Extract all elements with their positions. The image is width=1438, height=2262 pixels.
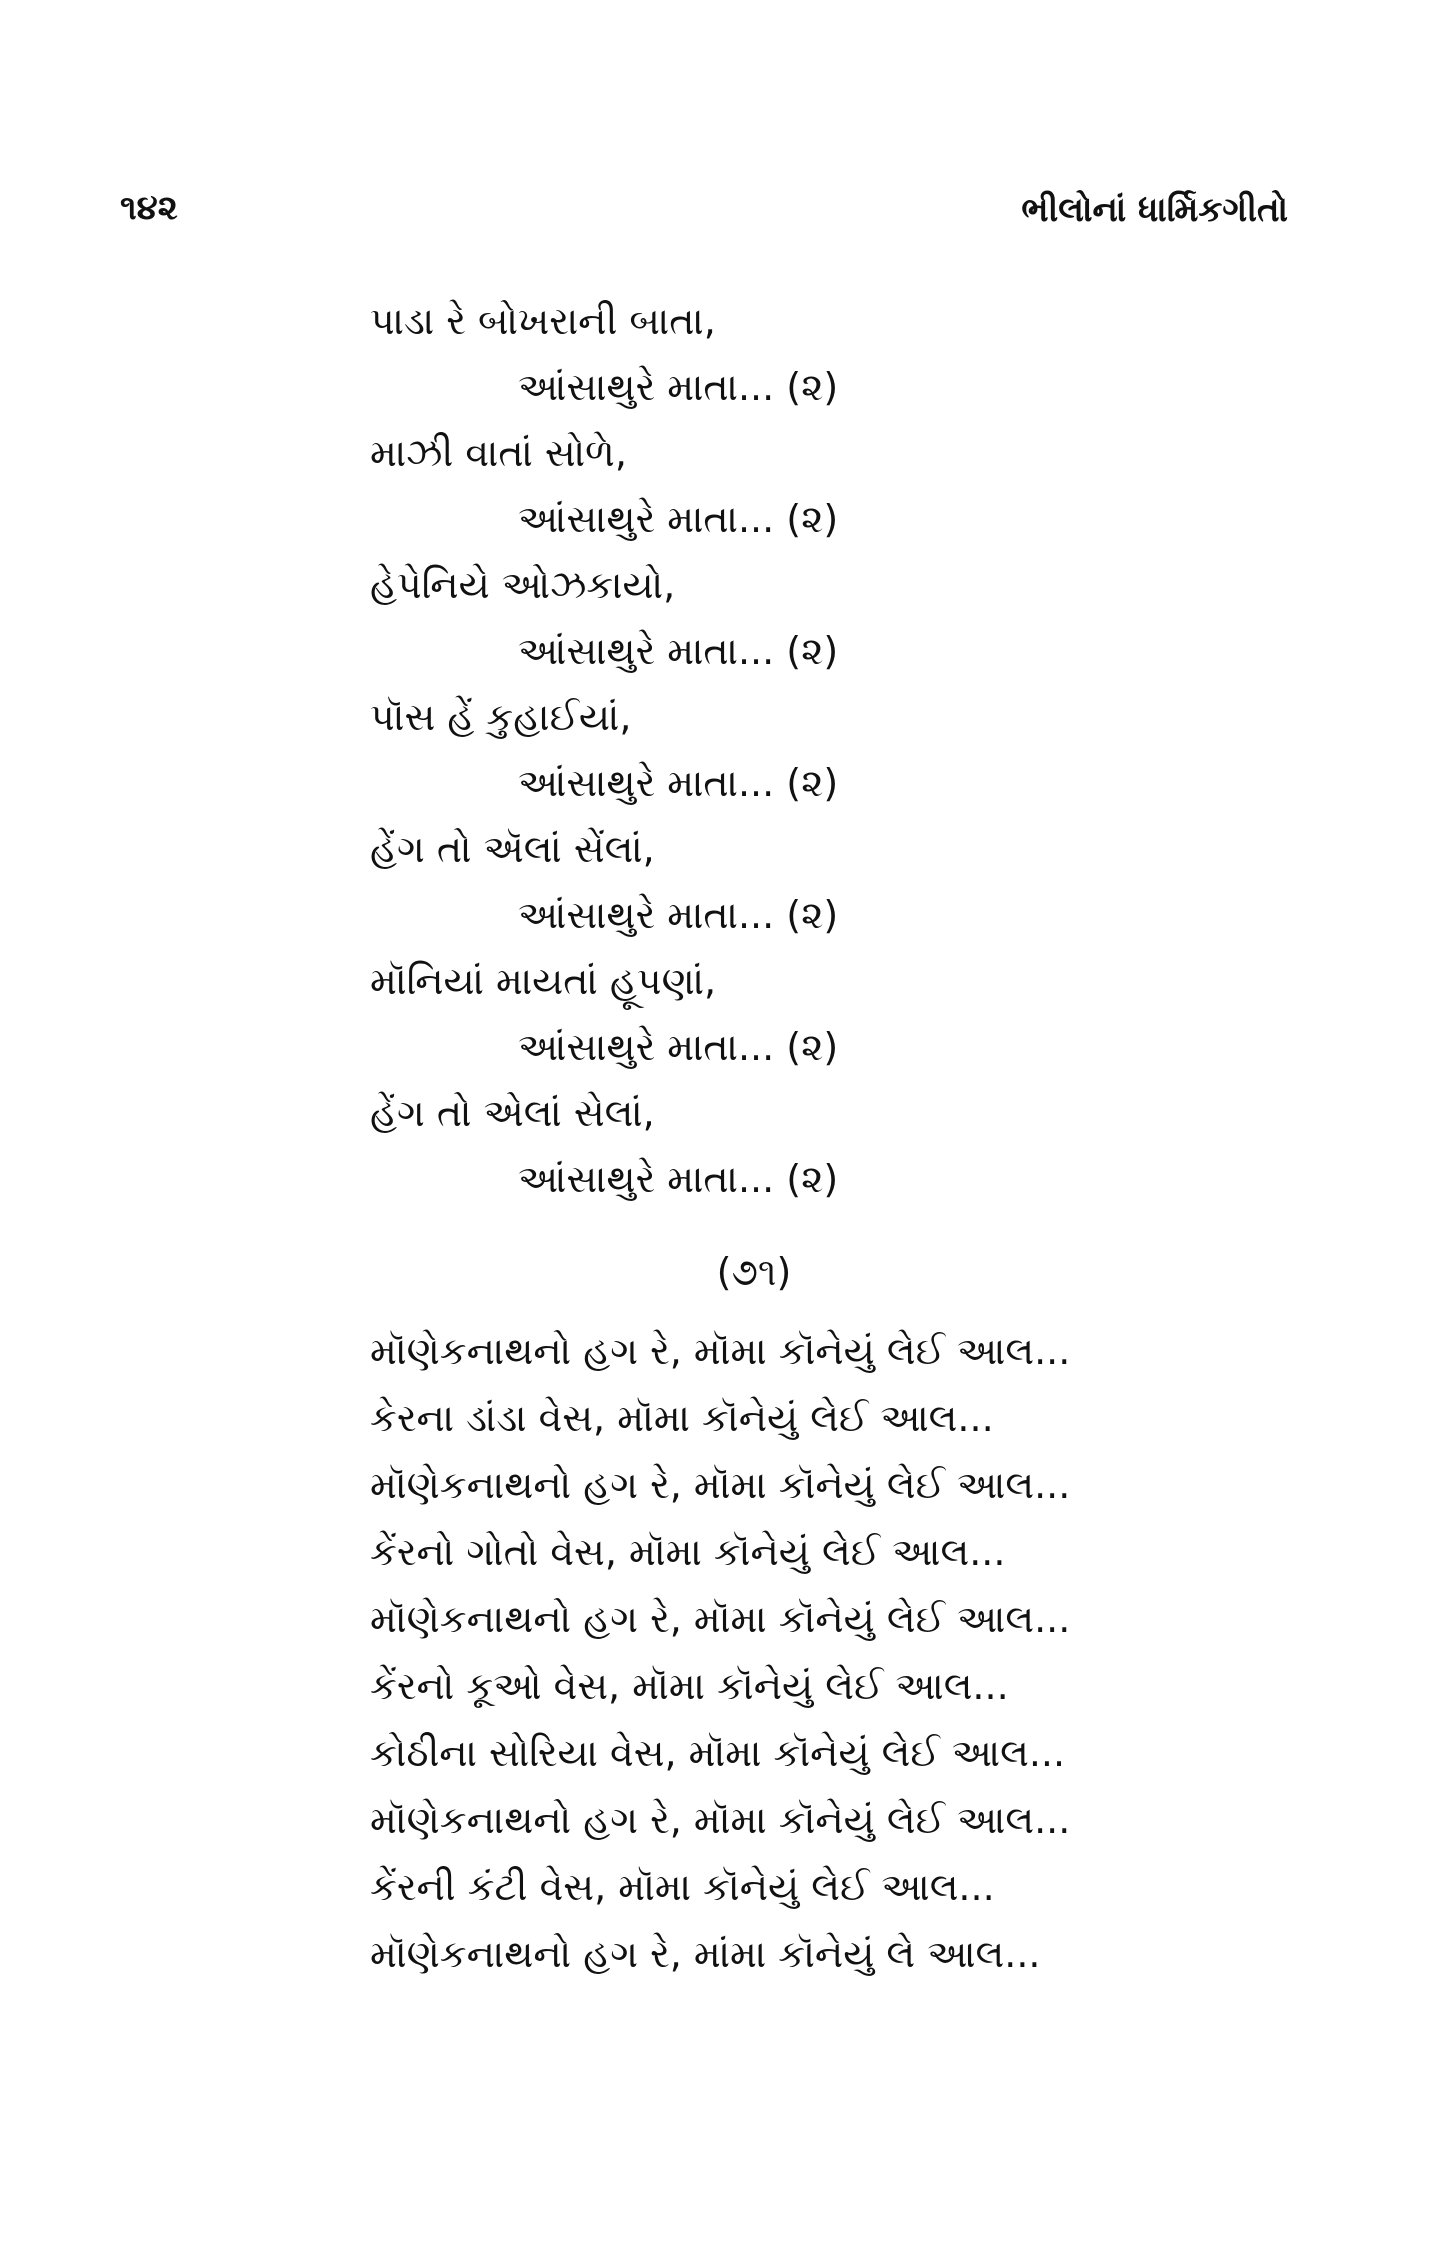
song-line: મૉણેકનાથનો હગ રે, માંમા કૉનેયું લે આલ... [370, 1932, 1041, 1976]
verse-line: હેંગ તો એલાં સેલાં, [370, 1091, 655, 1135]
section-number: (૭૧) [716, 1250, 792, 1294]
verse-refrain: આંસાથુરે માતા... (૨) [518, 497, 839, 541]
verse-line: મૉનિયાં માયતાં હૂપણાં, [370, 959, 717, 1003]
song-line: કેંરની કંટી વેસ, મૉમા કૉનેયું લેઈ આલ... [370, 1865, 995, 1909]
verse-refrain: આંસાથુરે માતા... (૨) [518, 1025, 839, 1069]
song-line: કેંરનો કૂઓ વેસ, મૉમા કૉનેયું લેઈ આલ... [370, 1664, 1009, 1708]
running-head: ભીલોનાં ધાર્મિકગીતો [1021, 190, 1288, 230]
song-line: કોઠીના સોરિયા વેસ, મૉમા કૉનેયું લેઈ આલ... [370, 1731, 1066, 1775]
verse-line: પૉસ હેં કુહાઈયાં, [370, 695, 632, 739]
verse-refrain: આંસાથુરે માતા... (૨) [518, 365, 839, 409]
song-line: મૉણેકનાથનો હગ રે, મૉમા કૉનેયું લેઈ આલ... [370, 1597, 1071, 1641]
verse-refrain: આંસાથુરે માતા... (૨) [518, 761, 839, 805]
song-line: મૉણેકનાથનો હગ રે, મૉમા કૉનેયું લેઈ આલ... [370, 1329, 1071, 1373]
verse-refrain: આંસાથુરે માતા... (૨) [518, 629, 839, 673]
song-line: કેંરનો ગોતો વેસ, મૉમા કૉનેયું લેઈ આલ... [370, 1530, 1006, 1574]
verse-line: હેંગ તો ઍલાં સેંલાં, [370, 827, 655, 871]
song-line: મૉણેકનાથનો હગ રે, મૉમા કૉનેયું લેઈ આલ... [370, 1798, 1071, 1842]
song-line: મૉણેકનાથનો હગ રે, મૉમા કૉનેયું લેઈ આલ... [370, 1463, 1071, 1507]
song-block [370, 1318, 1330, 1988]
section-heading [0, 1250, 1438, 1295]
page-number: ૧૪૨ [120, 188, 178, 228]
verse-block [370, 288, 1270, 1212]
song-line: કેરના ડાંડા વેસ, મૉમા કૉનેયું લેઈ આલ... [370, 1396, 994, 1440]
verse-refrain: આંસાથુરે માતા... (૨) [518, 1157, 839, 1201]
verse-line: પાડા રે બોખરાની બાતા, [370, 299, 716, 343]
verse-line: માઝી વાતાં સોળે, [370, 431, 627, 475]
verse-refrain: આંસાથુરે માતા... (૨) [518, 893, 839, 937]
verse-line: હેપેનિયે ઓઝકાયો, [370, 563, 676, 607]
